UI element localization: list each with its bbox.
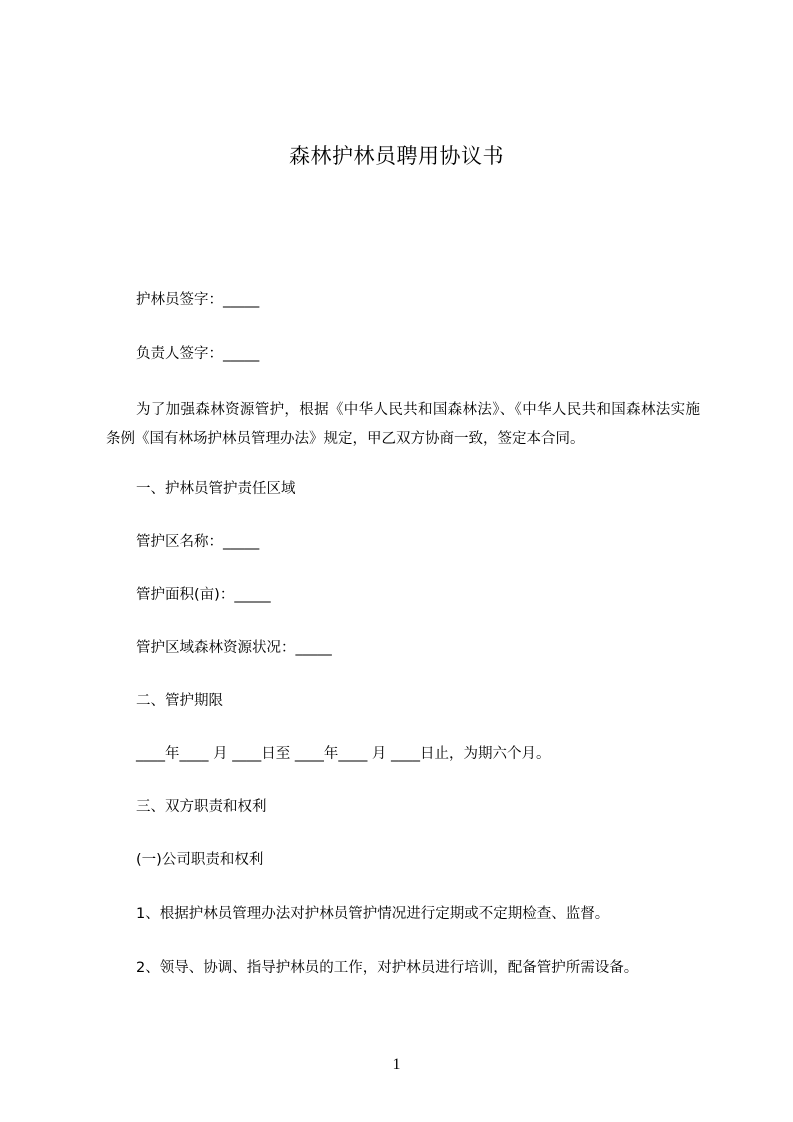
duty-item-1: 1、根据护林员管理办法对护林员管护情况进行定期或不定期检查、监督。	[136, 906, 610, 922]
area-name-line: 管护区名称：_____	[136, 534, 260, 550]
manager-signature-line: 负责人签字：_____	[136, 346, 260, 362]
section-2-heading: 二、管护期限	[136, 693, 223, 709]
ranger-signature-line: 护林员签字：_____	[136, 292, 260, 308]
duty-item-2: 2、领导、协调、指导护林员的工作，对护林员进行培训，配备管护所需设备。	[136, 960, 639, 976]
intro-paragraph: 为了加强森林资源管护，根据《中华人民共和国森林法》、《中华人民共和国森林法实施条例《国有林场护林员管理办法》规定，甲乙双方协商一致，签定本合同。	[106, 402, 700, 447]
document-title: 森林护林员聘用协议书	[289, 144, 504, 168]
page-number: 1	[392, 1056, 401, 1073]
section-1-heading: 一、护林员管护责任区域	[136, 481, 296, 497]
subsection-1-heading: (一)公司职责和权利	[136, 852, 264, 868]
area-status-line: 管护区域森林资源状况：_____	[136, 640, 332, 656]
term-line: ____年____ 月 ____日至 ____年____ 月 ____日止，为期六个月。	[136, 746, 551, 762]
section-3-heading: 三、双方职责和权利	[136, 799, 267, 815]
area-size-line: 管护面积(亩)：_____	[136, 587, 271, 603]
